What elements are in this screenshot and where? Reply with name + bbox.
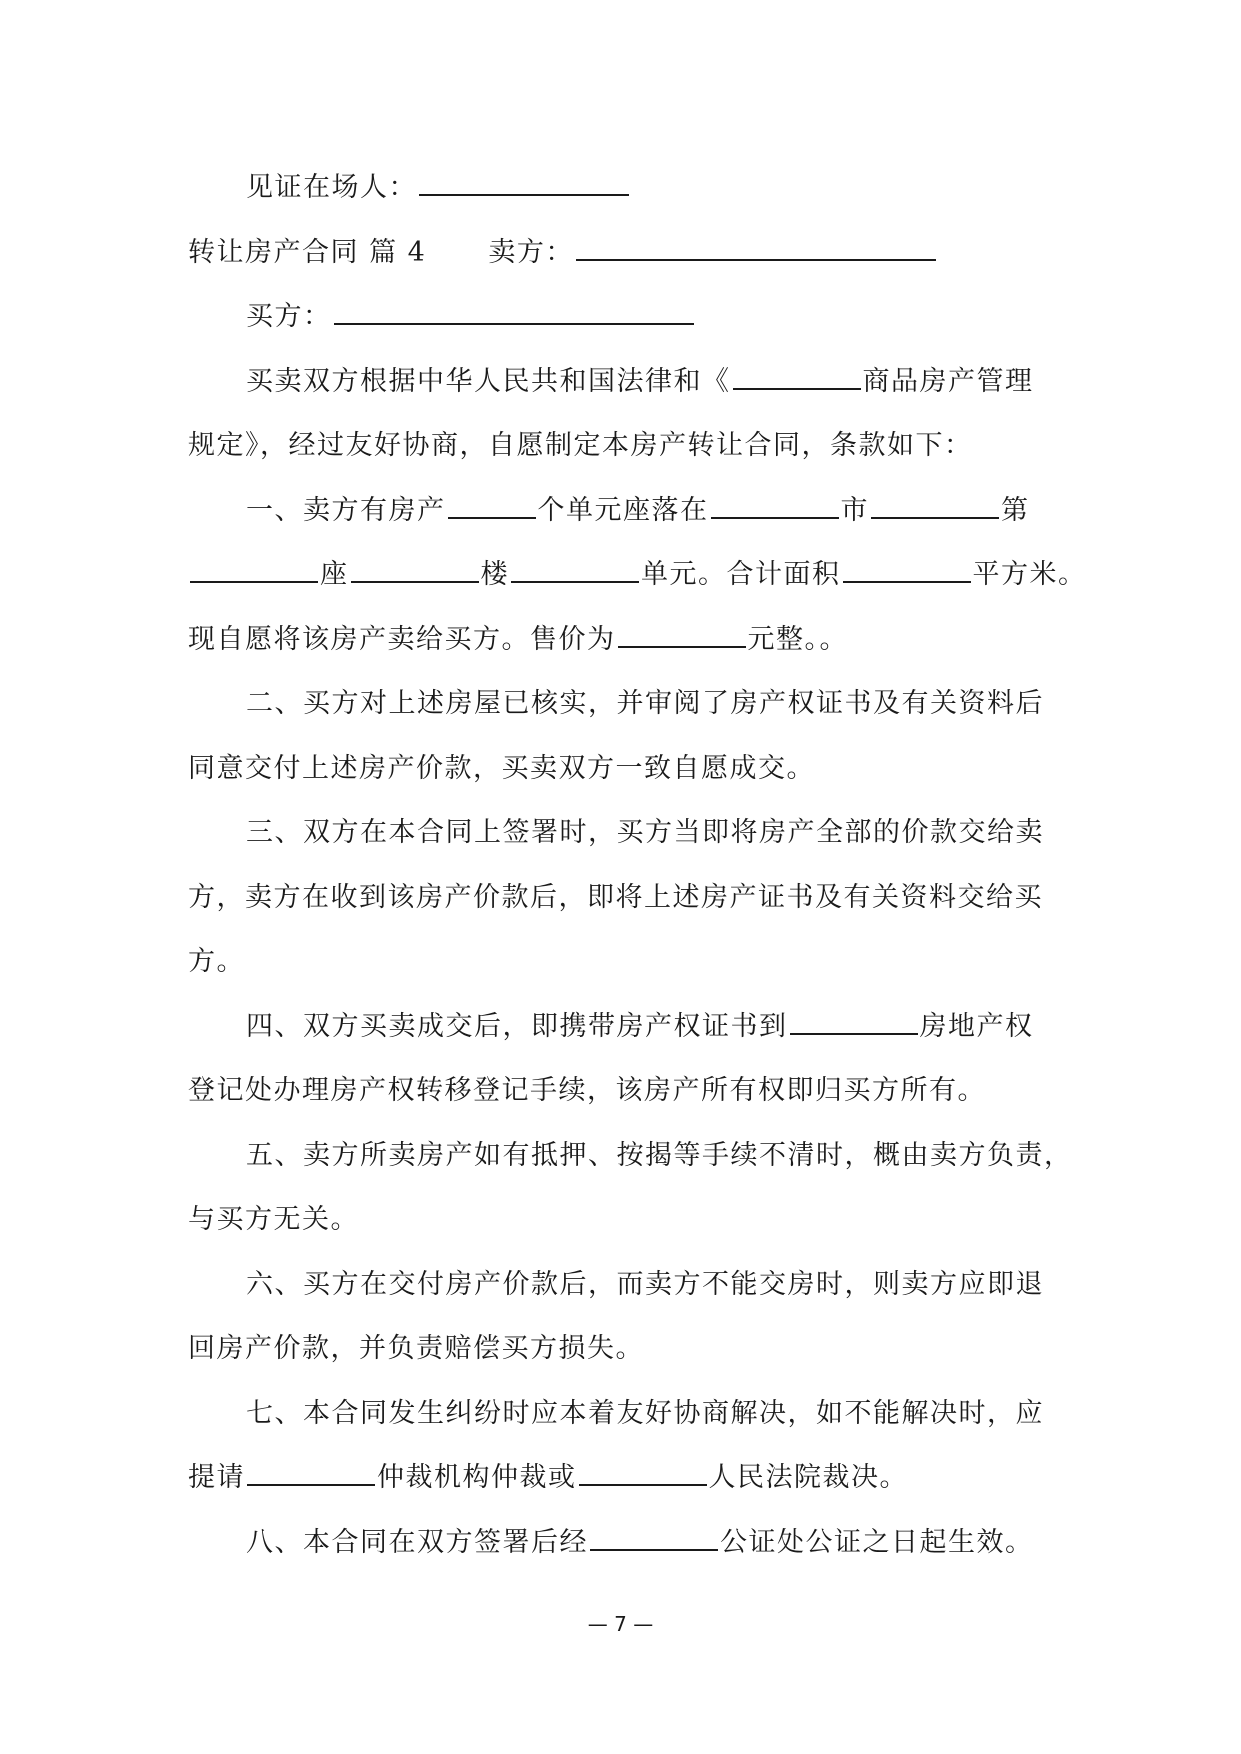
title-line (188, 221, 1060, 286)
clause-6-text-b: 回房产价款，并负责赔偿买方损失。 (188, 1333, 644, 1364)
clause-4-text-a: 四、双方买卖成交后，即携带房产权证书到 (246, 1010, 788, 1042)
unit-count-blank (448, 495, 536, 519)
clause-4-line-1 (188, 995, 1060, 1060)
region-blank (733, 366, 861, 390)
clause-1-text-j: 元整。。 (747, 623, 848, 655)
clause-1-text-h: 平方米。 (972, 559, 1087, 590)
witness-label: 见证在场人： (246, 172, 417, 203)
preamble-line-2 (188, 414, 1060, 479)
notary-blank (590, 1527, 718, 1551)
seller-label: 卖方： (488, 236, 574, 268)
clause-3-line-3 (188, 930, 1060, 995)
clause-1-text-f: 楼 (480, 559, 509, 590)
clause-7-text-c: 仲裁机构仲裁或 (377, 1462, 577, 1493)
preamble-text-b: 商品房产管理 (862, 365, 1034, 397)
clause-7-line-2 (188, 1446, 1060, 1511)
witness-line (188, 156, 1060, 221)
buyer-line (188, 285, 1060, 350)
clause-1-text-e: 座 (320, 559, 349, 590)
court-blank (579, 1462, 707, 1486)
seller-blank (576, 237, 936, 261)
clause-3-line-2 (188, 866, 1060, 931)
clause-7-text-b: 提请 (188, 1462, 245, 1493)
unit-blank (511, 559, 639, 583)
clause-2-line-1 (188, 672, 1060, 737)
preamble-text-a: 买卖双方根据中华人民共和国法律和《 (246, 365, 731, 397)
clause-1-line-2 (188, 543, 1087, 608)
document-body (188, 156, 1087, 1575)
chapter-label: 篇 4 (369, 236, 427, 268)
city-blank (711, 495, 839, 519)
clause-5-text-a: 五、卖方所卖房产如有抵押、按揭等手续不清时，概由卖方负责， (246, 1139, 1073, 1171)
preamble-line-1 (188, 350, 1060, 415)
clause-4-text-b: 房地产权 (919, 1010, 1034, 1042)
clause-1-text-i: 现自愿将该房产卖给买方。售价为 (188, 623, 616, 655)
registry-blank (790, 1011, 918, 1035)
arbitration-blank (247, 1462, 375, 1486)
clause-5-text-b: 与买方无关。 (188, 1204, 359, 1235)
buyer-label: 买方： (246, 301, 332, 332)
page-number: — 7 — (587, 1612, 654, 1636)
floor-blank (351, 559, 479, 583)
clause-1-text-c: 市 (840, 494, 869, 526)
clause-2-line-2 (188, 737, 1060, 802)
document-title: 转让房产合同 (188, 236, 359, 268)
clause-1-line-3 (188, 608, 1060, 673)
clause-1-line-1 (188, 479, 1060, 544)
price-blank (618, 624, 746, 648)
clause-1-text-b: 个单元座落在 (537, 494, 709, 526)
clause-1-text-a: 一、卖方有房产 (246, 494, 446, 526)
clause-1-text-g: 单元。合计面积 (641, 559, 841, 590)
witness-blank (419, 172, 629, 196)
district-blank (871, 495, 999, 519)
clause-4-line-2 (188, 1059, 1060, 1124)
clause-2-text-a: 二、买方对上述房屋已核实，并审阅了房产权证书及有关资料后 (246, 688, 1044, 719)
clause-1-text-d: 第 (1001, 494, 1030, 526)
preamble-text-c: 规定》，经过友好协商，自愿制定本房产转让合同，条款如下： (188, 430, 973, 461)
clause-4-text-c: 登记处办理房产权转移登记手续，该房产所有权即归买方所有。 (188, 1075, 986, 1106)
clause-5-line-2 (188, 1188, 1060, 1253)
clause-3-text-a: 三、双方在本合同上签署时，买方当即将房产全部的价款交给卖 (246, 817, 1044, 848)
buyer-blank (334, 301, 694, 325)
clause-6-line-1 (188, 1253, 1060, 1318)
clause-6-line-2 (188, 1317, 1060, 1382)
clause-5-line-1 (188, 1124, 1073, 1189)
clause-7-line-1 (188, 1382, 1060, 1447)
clause-8-line-1 (188, 1511, 1060, 1576)
area-blank (843, 559, 971, 583)
clause-3-text-c: 方。 (188, 946, 245, 977)
clause-3-line-1 (188, 801, 1060, 866)
building-blank (190, 559, 318, 583)
clause-2-text-b: 同意交付上述房产价款，买卖双方一致自愿成交。 (188, 752, 815, 784)
clause-7-text-a: 七、本合同发生纠纷时应本着友好协商解决，如不能解决时，应 (246, 1397, 1044, 1429)
clause-6-text-a: 六、买方在交付房产价款后，而卖方不能交房时，则卖方应即退 (246, 1268, 1044, 1300)
clause-3-text-b: 方，卖方在收到该房产价款后，即将上述房产证书及有关资料交给买 (188, 881, 1043, 913)
clause-7-text-d: 人民法院裁决。 (708, 1462, 908, 1493)
clause-8-text-b: 公证处公证之日起生效。 (720, 1526, 1034, 1558)
clause-8-text-a: 八、本合同在双方签署后经 (246, 1526, 588, 1558)
